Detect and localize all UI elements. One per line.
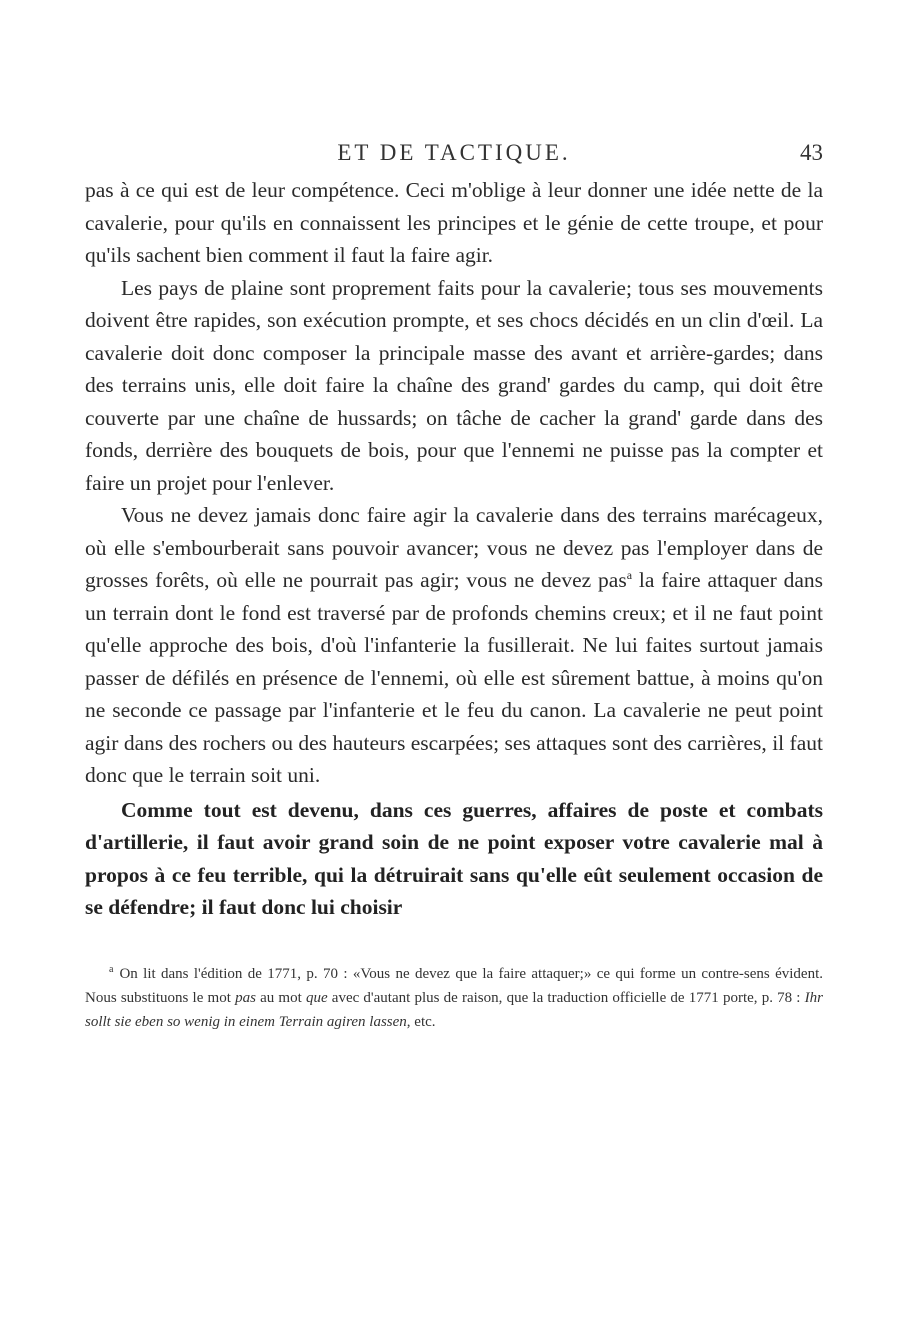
paragraph-3: [85, 499, 823, 792]
running-title: ET DE TACTIQUE.: [337, 140, 571, 165]
footnote-italic-2: que: [305, 989, 328, 1006]
footnote-text-3: avec d'autant plus de raison, que la traduction officielle de 1771 porte, p. 78 :: [327, 989, 805, 1006]
footnote: [85, 962, 823, 1034]
paragraph-3-text-before: Vous ne devez jamais donc faire agir la cavalerie dans des terrains marécageux, où elle s'embourberait sans pouvoir avancer; vous ne devez pas l'employer dans de grosses forêts, où elle ne pourrait pas agir; vous ne devez pas: [85, 503, 823, 592]
footnote-mark: a: [109, 963, 114, 975]
footnote-text-4: , etc.: [406, 1013, 436, 1030]
body-text: [85, 174, 823, 924]
paragraph-2: Les pays de plaine sont proprement faits pour la cavalerie; tous ses mouvements doivent être rapides, son exécution prompte, et ses chocs décidés en un clin d'œil. La cavalerie doit donc composer la principale masse des avant et arrière-gardes; dans des terrains unis, elle doit faire la chaîne des grand' gardes du camp, qui doit être couverte par une chaîne de hussards; on tâche de cacher la grand' garde dans des fonds, derrière des bouquets de bois, pour que l'ennemi ne puisse pas la compter et faire un projet pour l'enlever.: [85, 275, 823, 495]
page-number: 43: [800, 140, 823, 165]
footnote-italic-3: Ihr sollt sie eben so wenig in einem Terrain agiren lassen: [85, 989, 823, 1030]
footnote-reference: a: [626, 567, 633, 582]
running-head: [85, 140, 823, 174]
book-page: [85, 140, 823, 1034]
paragraph-4: Comme tout est devenu, dans ces guerres, affaires de poste et combats d'artillerie, il faut avoir grand soin de ne point exposer votre cavalerie mal à propos à ce feu terrible, qui la détruirait sans qu'elle eût seulement occasion de se défendre; il faut donc lui choisir: [85, 797, 823, 919]
footnote-text-2: au mot: [255, 989, 306, 1006]
paragraph-1: pas à ce qui est de leur compétence. Ceci m'oblige à leur donner une idée nette de la cavalerie, pour qu'ils en connaissent les principes et le génie de cette troupe, et pour qu'ils sachent bien comment il faut la faire agir.: [85, 178, 823, 267]
footnote-text-1: On lit dans l'édition de 1771, p. 70 : «Vous ne devez que la faire attaquer;» ce qui forme un contre-sens évident. Nous substituons le mot: [85, 965, 823, 1006]
footnote-italic-1: pas: [235, 989, 256, 1006]
paragraph-3-text-after: la faire attaquer dans un terrain dont le fond est traversé par de profonds chemins creux; et il ne faut point qu'elle approche des bois, d'où l'infanterie la fusillerait. Ne lui faites surtout jamais passer de défilés en présence de l'ennemi, où elle est sûrement battue, à moins qu'on ne seconde ce passage par l'infanterie et le feu du canon. La cavalerie ne peut point agir dans des rochers ou des hauteurs escarpées; ses attaques sont des carrières, il faut donc que le terrain soit uni.: [85, 568, 823, 787]
